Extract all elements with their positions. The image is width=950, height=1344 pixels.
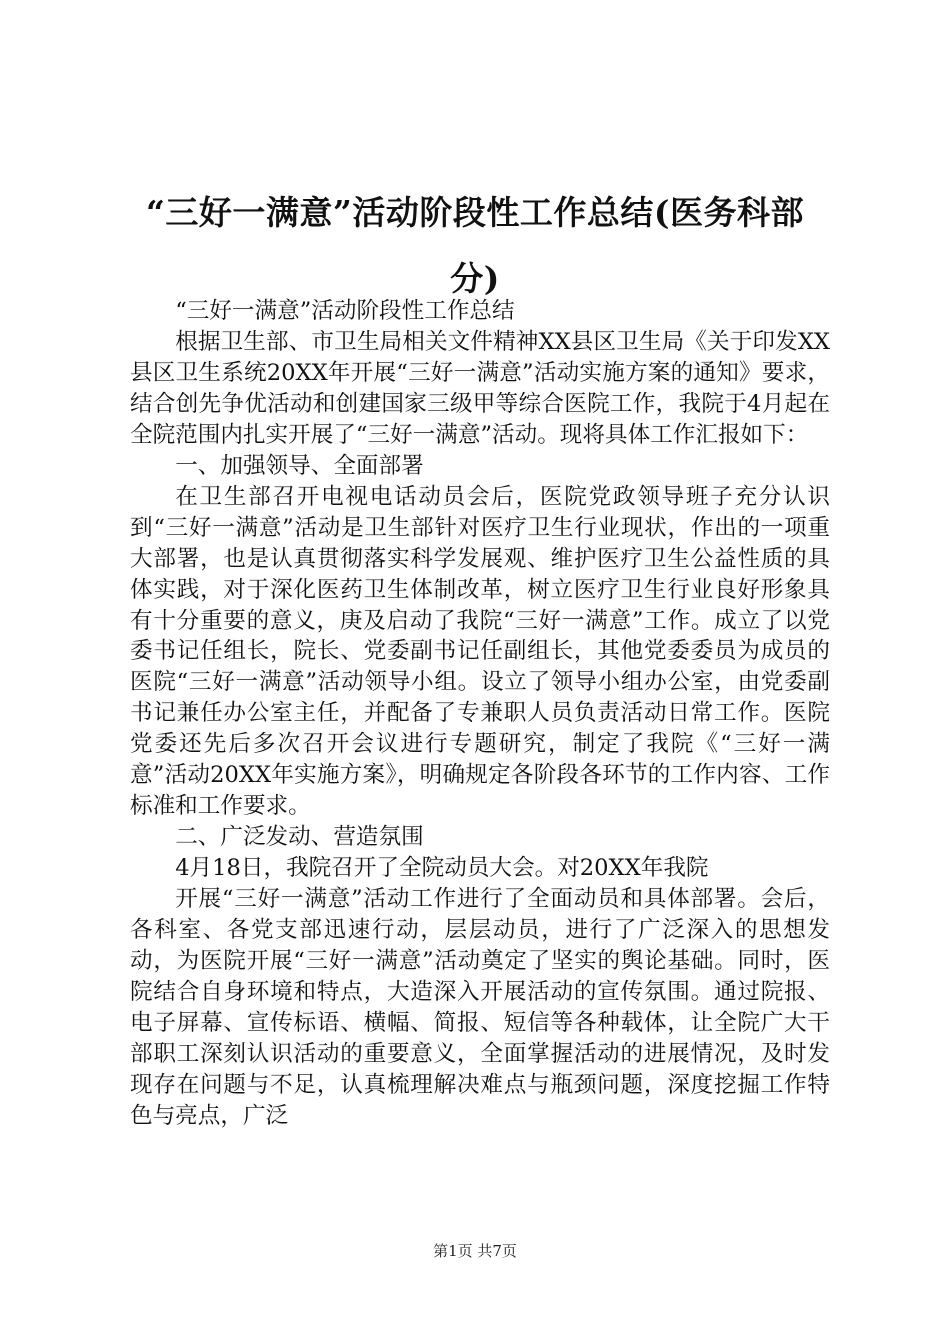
document-title: “三好一满意”活动阶段性工作总结(医务科部分) [145,193,805,298]
body-paragraph: 根据卫生部、市卫生局相关文件精神XX县区卫生局《关于印发XX县区卫生系统20XX年开展“三好一满意”活动实施方案的通知》要求，结合创先争优活动和创建国家三级甲等综合医院工作，我院于4月起在全院范围内扎实开展了“三好一满意”活动。现将具体工作汇报如下： [130,328,830,448]
section-heading: 一、加强领导、全面部署 [175,452,424,479]
subtitle-paragraph: “三好一满意”活动阶段性工作总结 [175,298,515,324]
section-heading: 二、广泛发动、营造氛围 [175,824,424,851]
body-paragraph: 在卫生部召开电视电话动员会后，医院党政领导班子充分认识到“三好一满意”活动是卫生部针对医疗卫生行业现状，作出的一项重大部署，也是认真贯彻落实科学发展观、维护医疗卫生公益性质的具体实践，对于深化医药卫生体制改革，树立医疗卫生行业良好形象具有十分重要的意义，庚及启动了我院“三好一满意”工作。成立了以党委书记任组长，院长、党委副书记任副组长，其他党委委员为成员的医院“三好一满意”活动领导小组。设立了领导小组办公室，由党委副书记兼任办公室主任，并配备了专兼职人员负责活动日常工作。医院党委还先后多次召开会议进行专题研究，制定了我院《“三好一满意”活动20XX年实施方案》，明确规定各阶段各环节的工作内容、工作标准和工作要求。 [130,483,830,820]
page-footer: 第1页 共7页 [433,1242,517,1260]
document-body [130,296,830,1132]
body-paragraph: 开展“三好一满意”活动工作进行了全面动员和具体部署。会后，各科室、各党支部迅速行动，层层动员，进行了广泛深入的思想发动，为医院开展“三好一满意”活动奠定了坚实的舆论基础。同时，医院结合自身环境和特点，大造深入开展活动的宣传氛围。通过院报、电子屏幕、宣传标语、横幅、简报、短信等各种载体，让全院广大干部职工深刻认识活动的重要意义，全面掌握活动的进展情况，及时发现存在问题与不足，认真梳理解决难点与瓶颈问题，深度挖掘工作特色与亮点，广泛 [130,886,830,1129]
body-paragraph: 4月18日，我院召开了全院动员大会。对20XX年我院 [175,855,709,882]
